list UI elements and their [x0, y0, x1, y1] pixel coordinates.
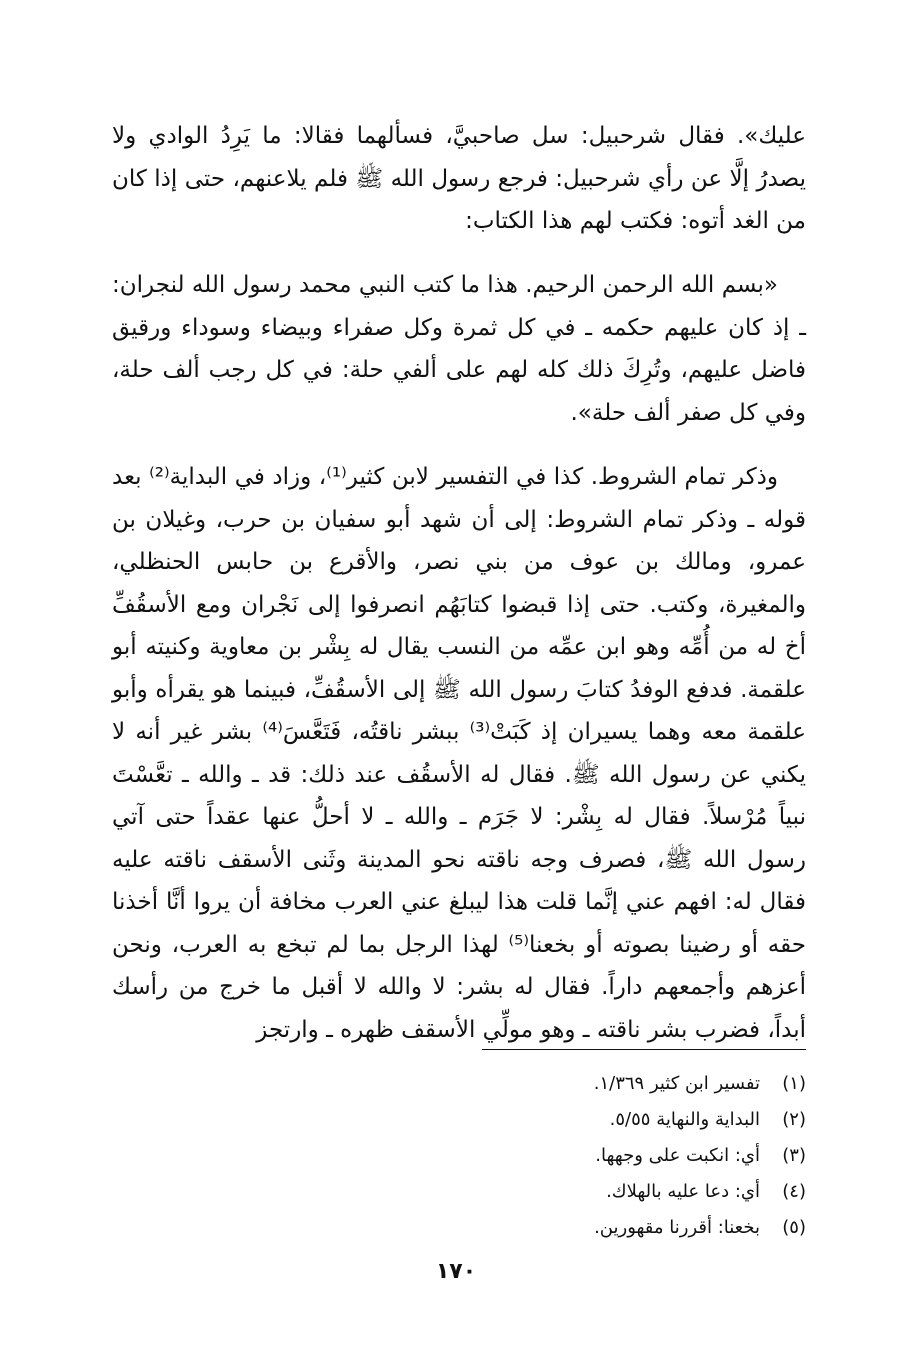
footnote	[306, 1138, 806, 1174]
footnote	[306, 1102, 806, 1138]
body-paragraph: عليك». فقال شرحبيل: سل صاحبيَّ، فسألهما فقالا: ما يَرِدُ الوادي ولا يصدرُ إلَّا عن رأي شرحبيل: فرجع رسول الله ﷺ فلم يلاعنهم، حتى إذا كان من الغد أتوه: فكتب لهم هذا الكتاب:	[112, 123, 806, 234]
footnote	[306, 1210, 806, 1246]
footnote-number: (٣)	[782, 1145, 806, 1166]
footnote-number: (٤)	[782, 1181, 806, 1202]
footnotes-list	[306, 1066, 806, 1246]
footnote-text: أي: دعا عليه بالهلاك.	[606, 1181, 760, 1202]
body-paragraph: وذكر تمام الشروط. كذا في التفسير لابن كثير⁽¹⁾، وزاد في البداية⁽²⁾ بعد قوله ـ وذكر تمام الشروط: إلى أن شهد أبو سفيان بن حرب، وغيلان بن عمرو، ومالك بن عوف من بني نصر، والأقرع بن حابس الحنظلي، والمغيرة، وكتب. حتى إذا قبضوا كتابَهُم انصرفوا إلى نَجْران ومع الأسقُفِّ أخ له من أُمِّه وهو ابن عمِّه من النسب يقال له بِشْر بن معاوية وكنيته أبو علقمة. فدفع الوفدُ كتابَ رسول الله ﷺ إلى الأسقُفِّ، فبينما هو يقرأه وأبو علقمة معه وهما يسيران إذ كَبَتْ⁽³⁾ ببشر ناقتُه، فَتَعَّسَ⁽⁴⁾ بشر غير أنه لا يكني عن رسول الله ﷺ. فقال له الأسقُف عند ذلك: قد ـ والله ـ تعَّسْتَ نبياً مُرْسلاً. فقال له بِشْر: لا جَرَم ـ والله ـ لا أحلُّ عنها عقداً حتى آتي رسول الله ﷺ، فصرف وجه ناقته نحو المدينة وثَنى الأسقف ناقته عليه فقال له: افهم عني إنَّما قلت هذا ليبلغ عني العرب مخافة أن يروا أنَّا أخذنا حقه أو رضينا بصوته أو بخعنا⁽⁵⁾ لهذا الرجل بما لم تبخع به العرب، ونحن أعزهم وأجمعهم داراً. فقال له بشر: لا والله لا أقبل ما خرج من رأسك أبداً، فضرب بشر ناقته ـ وهو مولِّي الأسقف ظهره ـ وارتجز	[112, 464, 807, 1043]
quoted-letter-paragraph: «بسم الله الرحمن الرحيم. هذا ما كتب النبي محمد رسول الله لنجران: ـ إذ كان عليهم حكمه ـ في كل ثمرة وكل صفراء وبيضاء وسوداء ورقيق فاضل عليهم، وتُرِكَ ذلك كله لهم على ألفي حلة: في كل رجب ألف حلة، وفي كل صفر ألف حلة».	[112, 272, 806, 426]
page-number: ١٧٠	[435, 1259, 477, 1284]
footnote-number: (١)	[782, 1073, 806, 1094]
footnote-text: تفسير ابن كثير ١/٣٦٩.	[593, 1073, 760, 1094]
footnote	[306, 1066, 806, 1102]
footnote-text: البداية والنهاية ٥/٥٥.	[609, 1109, 760, 1130]
footnote	[306, 1174, 806, 1210]
footnote-number: (٢)	[782, 1109, 806, 1130]
footnote-separator	[482, 1049, 806, 1050]
footnote-number: (٥)	[782, 1217, 806, 1238]
footnote-text: بخعنا: أقررنا مقهورين.	[594, 1217, 760, 1238]
footnote-text: أي: انكبت على وجهها.	[595, 1145, 760, 1166]
